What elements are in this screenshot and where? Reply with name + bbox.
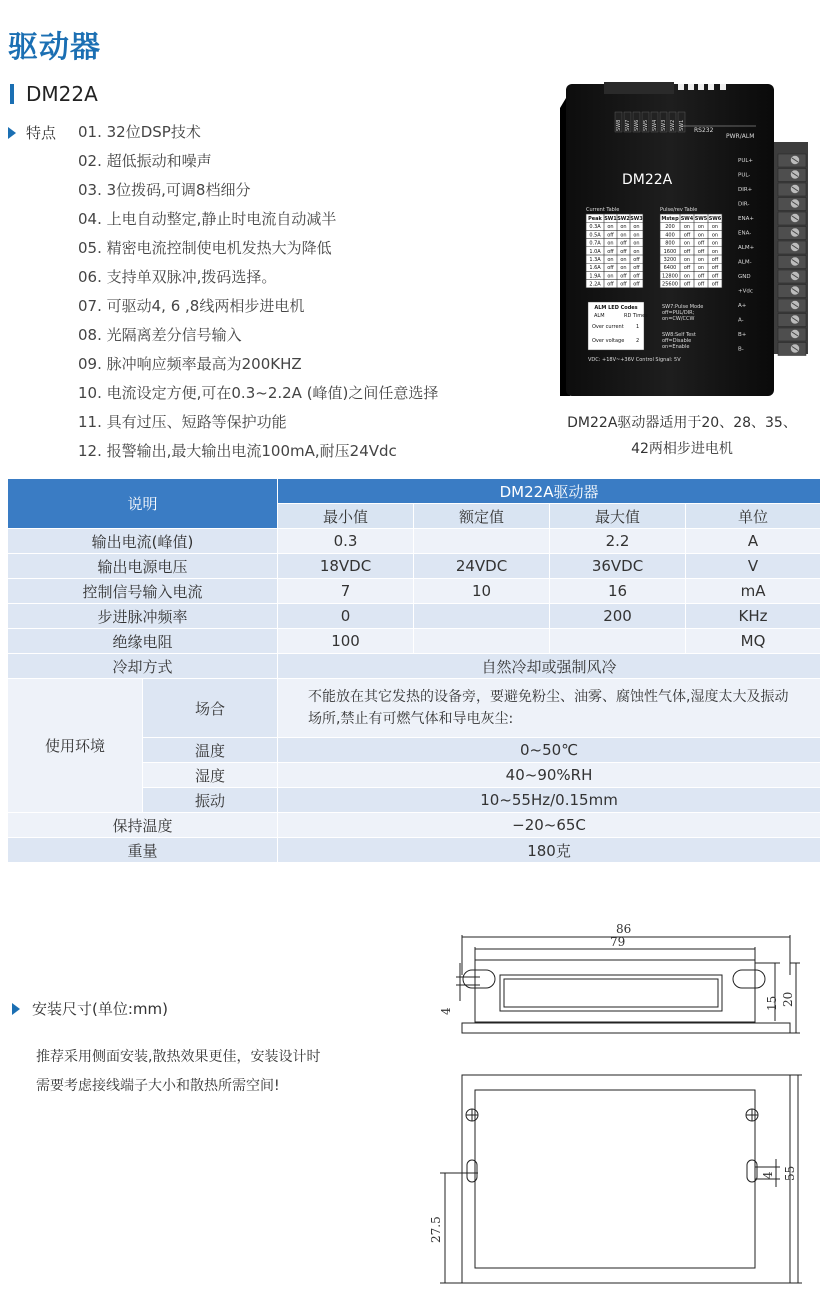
table-row xyxy=(8,604,821,629)
dim-side-20: 20 xyxy=(781,991,795,1007)
device-table-cell: off xyxy=(633,281,640,288)
device-table-cell: off xyxy=(607,248,614,255)
dip-switch-label: SW5 xyxy=(643,119,649,131)
env-row-label: 场合 xyxy=(143,679,278,738)
row-label: 冷却方式 xyxy=(8,654,278,679)
terminal-label: ALM- xyxy=(738,259,752,266)
mounting-dimension-drawing xyxy=(420,915,820,1295)
terminal-label: A+ xyxy=(738,303,747,309)
device-table-cell: SW4 xyxy=(680,216,694,222)
feature-item: 06. 支持单双脉冲,拨码选择。 xyxy=(78,268,277,286)
env-row-value: 0~50℃ xyxy=(278,738,821,763)
device-table-cell: off xyxy=(697,281,705,288)
device-table-cell: off xyxy=(683,281,691,288)
device-table-cell: off xyxy=(697,240,705,247)
device-table-cell: on xyxy=(620,232,627,239)
env-row-value: 不能放在其它发热的设备旁，要避免粉尘、油雾、腐蚀性气体,湿度太大及振动场所,禁止有可燃气体和导电灰尘: xyxy=(278,679,821,738)
dip-switch-label: SW2 xyxy=(670,119,676,131)
device-table-cell: off xyxy=(620,281,627,288)
cell-max xyxy=(550,629,686,654)
spec-table xyxy=(7,478,821,863)
device-table-cell: on xyxy=(620,265,627,272)
dim-width-inner: 79 xyxy=(610,935,626,949)
device-table-cell: off xyxy=(633,257,640,263)
device-table-cell: on xyxy=(683,224,691,231)
device-table-cell: off xyxy=(683,248,691,255)
cell-min: 0 xyxy=(278,604,414,629)
install-desc-line-2: 需要考虑接线端子大小和散热所需空间! xyxy=(36,1078,280,1094)
device-model-label: DM22A xyxy=(622,172,673,188)
env-row-label: 湿度 xyxy=(143,763,278,788)
device-table-cell: on xyxy=(697,257,705,263)
weight-value: 180克 xyxy=(278,838,821,863)
device-table-cell: on xyxy=(683,273,691,280)
alm-row-label: Over current xyxy=(592,324,624,330)
dip-switch-label: SW3 xyxy=(661,119,667,131)
device-table-cell: 6400 xyxy=(663,265,677,272)
table-row xyxy=(8,579,821,604)
table-row xyxy=(8,679,821,738)
cell-max: 200 xyxy=(550,604,686,629)
device-table-cell: on xyxy=(711,240,719,247)
device-table-cell: 25600 xyxy=(662,281,678,288)
cell-unit: mA xyxy=(686,579,821,604)
cell-rated xyxy=(414,529,550,554)
device-table-cell: off xyxy=(711,265,719,272)
cell-max: 2.2 xyxy=(550,529,686,554)
table-row xyxy=(8,554,821,579)
bullet-triangle-icon xyxy=(8,127,16,139)
device-table-cell: on xyxy=(620,257,627,263)
terminal-label: DIR- xyxy=(738,201,750,208)
device-table-cell: 0.5A xyxy=(589,232,601,239)
feature-item: 02. 超低振动和噪声 xyxy=(78,152,212,170)
device-table-cell: off xyxy=(683,265,691,272)
sw7-note: on=CW/CCW xyxy=(662,316,695,322)
feature-item: 12. 报警输出,最大输出电流100mA,耐压24Vdc xyxy=(78,442,397,460)
subheader-min: 最小值 xyxy=(278,504,414,529)
device-table-cell: on xyxy=(683,240,691,247)
alm-row-value: 2 xyxy=(636,338,640,344)
dim-front-275: 27.5 xyxy=(429,1216,443,1243)
env-label: 使用环境 xyxy=(8,679,143,813)
env-row-label: 振动 xyxy=(143,788,278,813)
subheader-unit: 单位 xyxy=(686,504,821,529)
terminal-label: B+ xyxy=(738,332,747,338)
dip-switch-label: SW1 xyxy=(679,119,685,131)
cell-unit: A xyxy=(686,529,821,554)
env-row-value: 40~90%RH xyxy=(278,763,821,788)
cell-unit: V xyxy=(686,554,821,579)
device-table-cell: off xyxy=(697,248,705,255)
device-table-cell: on xyxy=(620,224,627,231)
storage-value: −20~65C xyxy=(278,813,821,838)
pwr-alm-label: PWR/ALM xyxy=(726,133,755,140)
device-table-cell: off xyxy=(607,232,614,239)
cell-max: 36VDC xyxy=(550,554,686,579)
table-row xyxy=(8,654,821,679)
device-table-cell: 400 xyxy=(665,232,675,239)
image-caption-line-2: 42两相步进电机 xyxy=(631,441,733,457)
cell-min: 100 xyxy=(278,629,414,654)
features-list xyxy=(78,122,438,470)
device-table-cell: off xyxy=(620,273,627,280)
device-table-cell: 2.2A xyxy=(589,281,601,288)
device-table-cell: on xyxy=(607,240,614,247)
subheader-rated: 额定值 xyxy=(414,504,550,529)
terminal-label: +Vdc xyxy=(738,288,753,295)
install-desc-line-1: 推荐采用侧面安装,散热效果更佳，安装设计时 xyxy=(36,1049,321,1065)
device-table-cell: off xyxy=(697,273,705,280)
device-table-cell: on xyxy=(711,248,719,255)
alm-row-value: 1 xyxy=(636,324,640,330)
feature-item: 07. 可驱动4, 6 ,8线两相步进电机 xyxy=(78,297,305,315)
bullet-triangle-icon xyxy=(12,1003,20,1015)
cell-max: 16 xyxy=(550,579,686,604)
feature-item: 11. 具有过压、短路等保护功能 xyxy=(78,413,287,431)
cell-rated: 10 xyxy=(414,579,550,604)
device-table-cell: SW6 xyxy=(708,216,722,222)
device-table-cell: SW3 xyxy=(630,216,643,222)
table-row xyxy=(8,629,821,654)
cell-rated: 24VDC xyxy=(414,554,550,579)
dim-front-4: 4 xyxy=(761,1171,775,1179)
terminal-label: PUL+ xyxy=(738,158,754,164)
cooling-value: 自然冷却或强制风冷 xyxy=(278,654,821,679)
device-table-cell: off xyxy=(633,265,640,272)
device-table-cell: 1.9A xyxy=(589,273,601,280)
device-table-cell: 800 xyxy=(665,240,675,247)
feature-item: 10. 电流设定方便,可在0.3~2.2A (峰值)之间任意选择 xyxy=(78,384,439,402)
row-label: 输出电源电压 xyxy=(8,554,278,579)
row-label: 绝缘电阻 xyxy=(8,629,278,654)
device-table-cell: off xyxy=(607,281,614,288)
device-table-cell: SW1 xyxy=(604,216,617,222)
install-title: 安装尺寸(单位:mm) xyxy=(32,1000,168,1018)
device-table-title: Current Table xyxy=(586,207,620,213)
driver-product-image xyxy=(560,78,816,398)
device-table-cell: off xyxy=(607,265,614,272)
cell-min: 0.3 xyxy=(278,529,414,554)
terminal-label: B- xyxy=(738,346,744,353)
sw8-note: on=Enable xyxy=(662,344,690,350)
header-group: DM22A驱动器 xyxy=(278,479,821,504)
device-table-cell: on xyxy=(697,232,705,239)
dip-switch-label: SW6 xyxy=(634,119,640,131)
header-description: 说明 xyxy=(8,479,278,529)
table-row xyxy=(8,838,821,863)
dip-switch-label: SW7 xyxy=(625,119,631,131)
cell-min: 18VDC xyxy=(278,554,414,579)
device-table-cell: 200 xyxy=(665,224,675,231)
terminal-label: A- xyxy=(738,317,744,324)
cell-rated xyxy=(414,604,550,629)
terminal-label: ENA+ xyxy=(738,216,754,222)
device-table-cell: on xyxy=(607,257,614,263)
device-table-cell: 0.3A xyxy=(589,224,601,231)
device-table-title: Pulse/rev Table xyxy=(660,207,698,213)
table-row xyxy=(8,529,821,554)
heading-bar xyxy=(10,84,14,104)
device-footer: VDC: +18V~+36V Control Signal: 5V xyxy=(588,357,681,363)
device-table-cell: on xyxy=(711,224,719,231)
device-table-cell: Peak xyxy=(588,216,602,222)
terminal-label: PUL- xyxy=(738,172,751,179)
dim-side-4: 4 xyxy=(439,1007,453,1015)
device-table-cell: off xyxy=(683,232,691,239)
device-table-cell: 0.7A xyxy=(589,240,601,247)
alm-row-label: Over voltage xyxy=(592,338,625,344)
device-table-cell: on xyxy=(711,232,719,239)
device-table-cell: on xyxy=(633,240,640,247)
feature-item: 03. 3位拨码,可调8档细分 xyxy=(78,181,251,199)
alm-header: ALM xyxy=(594,313,605,319)
cell-min: 7 xyxy=(278,579,414,604)
device-table-cell: off xyxy=(620,248,627,255)
page-title: 驱动器 xyxy=(8,30,101,65)
device-table-cell: on xyxy=(697,224,705,231)
cell-unit: KHz xyxy=(686,604,821,629)
dim-width-outer: 86 xyxy=(616,922,632,936)
sw7-note: SW7:Pulse Mode xyxy=(662,304,704,310)
device-table-cell: off xyxy=(620,240,627,247)
device-table-cell: on xyxy=(633,248,640,255)
sw8-note: SW8:Self Test xyxy=(662,332,696,338)
terminal-label: GND xyxy=(738,274,751,280)
env-row-label: 温度 xyxy=(143,738,278,763)
cell-rated xyxy=(414,629,550,654)
terminal-label: ALM+ xyxy=(738,245,755,251)
device-table-cell: on xyxy=(633,224,640,231)
device-table-cell: on xyxy=(697,265,705,272)
row-label: 控制信号输入电流 xyxy=(8,579,278,604)
device-table-cell: Mstep xyxy=(661,216,679,222)
dip-switch-label: SW8 xyxy=(616,119,622,131)
dim-front-55: 55 xyxy=(783,1165,797,1181)
device-table-cell: off xyxy=(711,257,719,263)
feature-item: 04. 上电自动整定,静止时电流自动减半 xyxy=(78,210,337,228)
terminal-label: ENA- xyxy=(738,230,752,237)
device-table-cell: SW5 xyxy=(694,216,708,222)
image-caption-line-1: DM22A驱动器适用于20、28、35、 xyxy=(567,415,797,431)
row-label: 重量 xyxy=(8,838,278,863)
table-row xyxy=(8,813,821,838)
device-table-cell: 1.0A xyxy=(589,248,601,255)
device-table-cell: on xyxy=(683,257,691,263)
subheader-max: 最大值 xyxy=(550,504,686,529)
feature-item: 05. 精密电流控制使电机发热大为降低 xyxy=(78,239,332,257)
feature-item: 08. 光隔离差分信号输入 xyxy=(78,326,242,344)
sw7-note: off=PUL/DIR; xyxy=(662,310,695,316)
device-table-cell: 12800 xyxy=(662,273,678,280)
device-table-cell: 1600 xyxy=(663,248,677,255)
device-table-cell: 1.3A xyxy=(589,257,601,263)
env-row-value: 10~55Hz/0.15mm xyxy=(278,788,821,813)
rs232-label: RS232 xyxy=(694,127,714,134)
cell-unit: MQ xyxy=(686,629,821,654)
device-table-cell: off xyxy=(711,273,719,280)
terminal-label: DIR+ xyxy=(738,187,753,193)
row-label: 输出电流(峰值) xyxy=(8,529,278,554)
device-table-cell: on xyxy=(607,224,614,231)
model-name: DM22A xyxy=(26,82,98,106)
dip-switch-label: SW4 xyxy=(652,119,658,131)
feature-item: 01. 32位DSP技术 xyxy=(78,123,201,141)
device-table-cell: SW2 xyxy=(617,216,630,222)
features-label: 特点 xyxy=(26,124,57,142)
dim-side-15: 15 xyxy=(765,995,779,1011)
row-label: 步进脉冲频率 xyxy=(8,604,278,629)
device-table-cell: on xyxy=(633,232,640,239)
sw8-note: off=Disable xyxy=(662,338,692,344)
alm-title: ALM LED Codes xyxy=(594,305,638,311)
feature-item: 09. 脉冲响应频率最高为200KHZ xyxy=(78,355,302,373)
device-table-cell: off xyxy=(633,273,640,280)
device-table-cell: 3200 xyxy=(663,257,677,263)
device-table-cell: 1.6A xyxy=(589,265,601,272)
row-label: 保持温度 xyxy=(8,813,278,838)
device-table-cell: on xyxy=(607,273,614,280)
alm-header: RD Times xyxy=(624,313,648,319)
device-table-cell: off xyxy=(711,281,719,288)
